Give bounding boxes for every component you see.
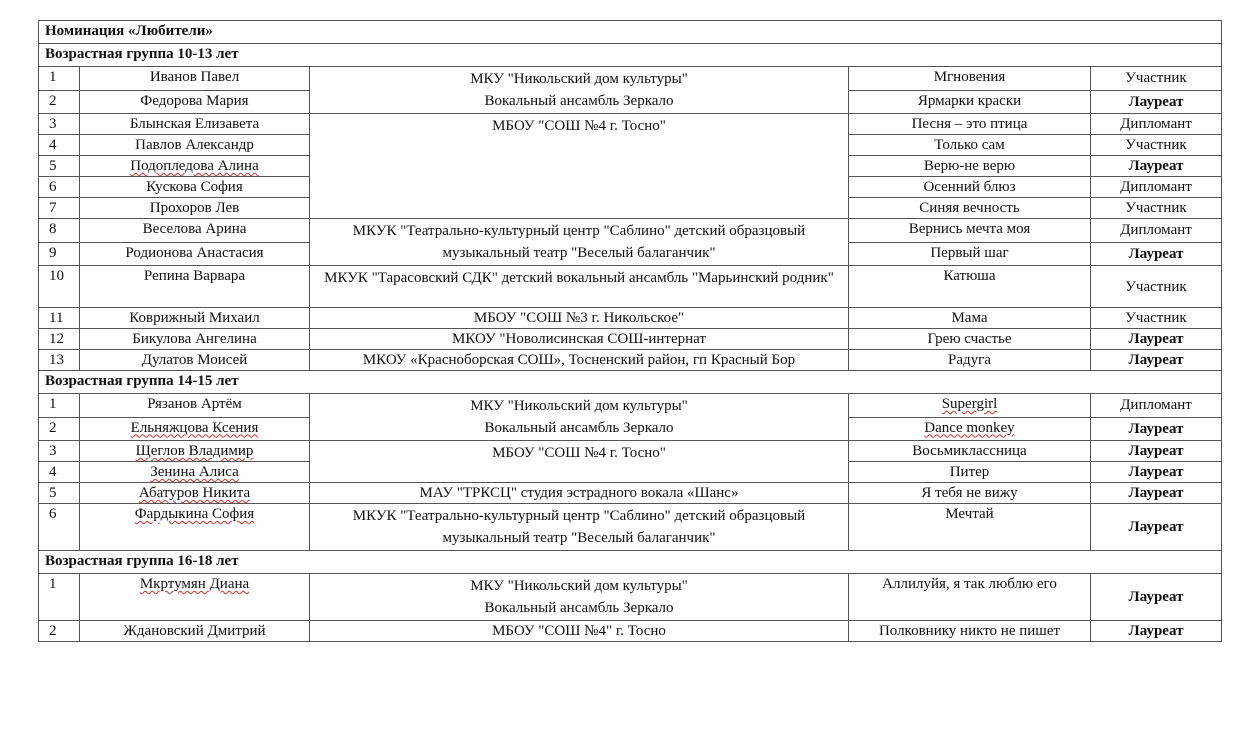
nomination-row [39,21,1222,44]
row-number: 3 [39,114,80,135]
row-number: 2 [39,621,80,642]
row-number: 1 [39,67,80,91]
participant-name: Абатуров Никита [80,483,310,504]
award-status: Дипломант [1091,394,1222,418]
organization: МКУ "Никольский дом культуры" Вокальный ансамбль Зеркало [310,574,849,621]
award-status: Лауреат [1091,483,1222,504]
award-status: Лауреат [1091,504,1222,551]
row-number: 5 [39,156,80,177]
row-number: 13 [39,350,80,371]
age-group-row [39,44,1222,67]
row-number: 6 [39,504,80,551]
award-status: Лауреат [1091,90,1222,114]
table-row [39,329,1222,350]
row-number: 12 [39,329,80,350]
table-row [39,483,1222,504]
song-title: Мечтай [849,504,1091,551]
award-status: Лауреат [1091,242,1222,266]
participant-name: Подопледова Алина [80,156,310,177]
award-status: Участник [1091,198,1222,219]
participant-name: Блынская Елизавета [80,114,310,135]
award-status: Дипломант [1091,177,1222,198]
row-number: 8 [39,219,80,243]
participant-name: Родионова Анастасия [80,242,310,266]
participant-name: Павлов Александр [80,135,310,156]
participant-name: Кускова София [80,177,310,198]
table-row [39,621,1222,642]
organization: МКУК "Театрально-культурный центр "Саблино" детский образцовый музыкальный театр "Веселый балаганчик" [310,219,849,266]
results-table-body [39,21,1222,642]
song-title: Верю-не верю [849,156,1091,177]
row-number: 2 [39,90,80,114]
results-document [38,20,1221,642]
participant-name: Фардыкина София [80,504,310,551]
song-title: Ярмарки краски [849,90,1091,114]
organization: МКОУ «Красноборская СОШ», Тосненский район, гп Красный Бор [310,350,849,371]
participant-name: Репина Варвара [80,266,310,308]
results-table [38,20,1222,642]
table-row [39,441,1222,462]
participant-name: Зенина Алиса [80,462,310,483]
table-row [39,219,1222,243]
award-status: Лауреат [1091,462,1222,483]
organization: МКУ "Никольский дом культуры" Вокальный ансамбль Зеркало [310,394,849,441]
participant-name: Рязанов Артём [80,394,310,418]
award-status: Дипломант [1091,114,1222,135]
table-row [39,350,1222,371]
table-row [39,574,1222,621]
song-title: Аллилуйя, я так люблю его [849,574,1091,621]
age-group-title: Возрастная группа 10-13 лет [39,44,1222,67]
song-title: Песня – это птица [849,114,1091,135]
organization: МБОУ "СОШ №4 г. Тосно" [310,114,849,219]
award-status: Участник [1091,308,1222,329]
organization: МБОУ "СОШ №4 г. Тосно" [310,441,849,483]
participant-name: Щеглов Владимир [80,441,310,462]
song-title: Мгновения [849,67,1091,91]
participant-name: Коврижный Михаил [80,308,310,329]
row-number: 6 [39,177,80,198]
song-title: Радуга [849,350,1091,371]
song-title: Грею счастье [849,329,1091,350]
participant-name: Иванов Павел [80,67,310,91]
table-row [39,67,1222,91]
organization: МКУК "Театрально-культурный центр "Саблино" детский образцовый музыкальный театр "Веселый балаганчик" [310,504,849,551]
award-status: Лауреат [1091,329,1222,350]
participant-name: Веселова Арина [80,219,310,243]
participant-name: Федорова Мария [80,90,310,114]
award-status: Лауреат [1091,350,1222,371]
row-number: 5 [39,483,80,504]
table-row [39,114,1222,135]
row-number: 1 [39,394,80,418]
row-number: 4 [39,135,80,156]
table-row [39,308,1222,329]
table-row [39,504,1222,551]
song-title: Я тебя не вижу [849,483,1091,504]
award-status: Лауреат [1091,156,1222,177]
participant-name: Мкртумян Диана [80,574,310,621]
nomination-title: Номинация «Любители» [39,21,1222,44]
participant-name: Прохоров Лев [80,198,310,219]
song-title: Мама [849,308,1091,329]
award-status: Лауреат [1091,621,1222,642]
row-number: 9 [39,242,80,266]
award-status: Участник [1091,135,1222,156]
song-title: Осенний блюз [849,177,1091,198]
table-row [39,266,1222,308]
song-title: Первый шаг [849,242,1091,266]
age-group-title: Возрастная группа 14-15 лет [39,371,1222,394]
row-number: 2 [39,417,80,441]
age-group-row [39,551,1222,574]
organization: МКУК "Тарасовский СДК" детский вокальный ансамбль "Марьинский родник" [310,266,849,308]
age-group-title: Возрастная группа 16-18 лет [39,551,1222,574]
organization: МБОУ "СОШ №3 г. Никольское" [310,308,849,329]
participant-name: Ждановский Дмитрий [80,621,310,642]
award-status: Дипломант [1091,219,1222,243]
row-number: 4 [39,462,80,483]
participant-name: Бикулова Ангелина [80,329,310,350]
award-status: Участник [1091,266,1222,308]
table-row [39,394,1222,418]
row-number: 3 [39,441,80,462]
song-title: Полковнику никто не пишет [849,621,1091,642]
song-title: Питер [849,462,1091,483]
age-group-row [39,371,1222,394]
award-status: Участник [1091,67,1222,91]
award-status: Лауреат [1091,417,1222,441]
song-title: Катюша [849,266,1091,308]
row-number: 10 [39,266,80,308]
row-number: 7 [39,198,80,219]
participant-name: Дулатов Моисей [80,350,310,371]
participant-name: Ельняжцова Ксения [80,417,310,441]
organization: МКОУ "Новолисинская СОШ-интернат [310,329,849,350]
song-title: Dance monkey [849,417,1091,441]
organization: МАУ "ТРКСЦ" студия эстрадного вокала «Шанс» [310,483,849,504]
award-status: Лауреат [1091,441,1222,462]
song-title: Только сам [849,135,1091,156]
row-number: 11 [39,308,80,329]
song-title: Вернись мечта моя [849,219,1091,243]
song-title: Восьмиклассница [849,441,1091,462]
song-title: Supergirl [849,394,1091,418]
organization: МКУ "Никольский дом культуры" Вокальный ансамбль Зеркало [310,67,849,114]
organization: МБОУ "СОШ №4" г. Тосно [310,621,849,642]
award-status: Лауреат [1091,574,1222,621]
row-number: 1 [39,574,80,621]
song-title: Синяя вечность [849,198,1091,219]
